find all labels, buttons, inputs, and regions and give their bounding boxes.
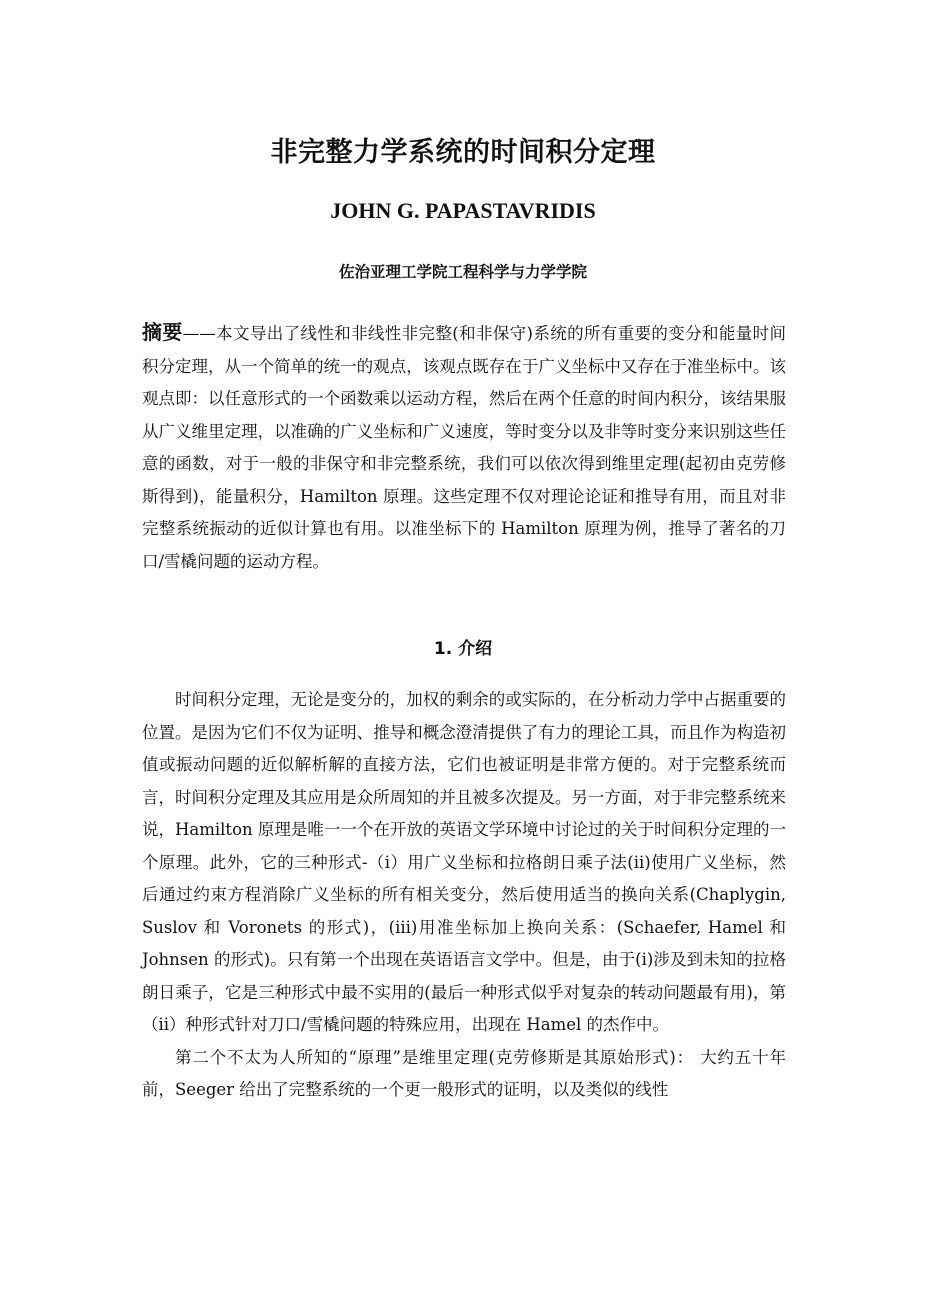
paragraph: 时间积分定理，无论是变分的，加权的剩余的或实际的，在分析动力学中占据重要的位置。是因为它们不仅为证明、推导和概念澄清提供了有力的理论工具，而且作为构造初值或振动问题的近似解析解的直接方法，它们也被证明是非常方便的。对于完整系统而言，时间积分定理及其应用是众所周知的并且被多次提及。另一方面，对于非完整系统来说，Hamilton 原理是唯一一个在开放的英语文学环境中讨论过的关于时间积分定理的一个原理。此外，它的三种形式-（i）用广义坐标和拉格朗日乘子法(ii)使用广义坐标，然后通过约束方程消除广义坐标的所有相关变分，然后使用适当的换向关系(Chaplygin, Suslov 和 Voronets 的形式)，(iii)用准坐标加上换向关系：(Schaefer, Hamel 和 Johnsen 的形式)。只有第一个出现在英语语言文学中。但是，由于(i)涉及到未知的拉格朗日乘子，它是三种形式中最不实用的(最后一种形式似乎对复杂的转动问题最有用)，第（ii）种形式针对刀口/雪橇问题的特殊应用，出现在 Hamel 的杰作中。	[142, 690, 786, 1034]
author-name: JOHN G. PAPASTAVRIDIS	[330, 198, 596, 223]
abstract	[142, 316, 786, 578]
abstract-label: 摘要	[142, 320, 183, 344]
author-affiliation: 佐治亚理工学院工程科学与力学学院	[338, 263, 587, 281]
paper-title: 非完整力学系统的时间积分定理	[270, 137, 656, 168]
section-heading: 1. 介绍	[433, 639, 493, 659]
introduction-body	[142, 684, 786, 1107]
paragraph: 第二个不太为人所知的“原理”是维里定理(克劳修斯是其原始形式)： 大约五十年前，Seeger 给出了完整系统的一个更一般形式的证明，以及类似的线性	[142, 1047, 786, 1099]
abstract-text: ——本文导出了线性和非线性非完整(和非保守)系统的所有重要的变分和能量时间积分定理，从一个简单的统一的观点，该观点既存在于广义坐标中又存在于准坐标中。该观点即：以任意形式的一个函数乘以运动方程，然后在两个任意的时间内积分，该结果服从广义维里定理，以准确的广义坐标和广义速度，等时变分以及非等时变分来识别这些任意的函数，对于一般的非保守和非完整系统，我们可以依次得到维里定理(起初由克劳修斯得到)，能量积分，Hamilton 原理。这些定理不仅对理论论证和推导有用，而且对非完整系统振动的近似计算也有用。以准坐标下的 Hamilton 原理为例，推导了著名的刀口/雪橇问题的运动方程。	[142, 324, 787, 571]
